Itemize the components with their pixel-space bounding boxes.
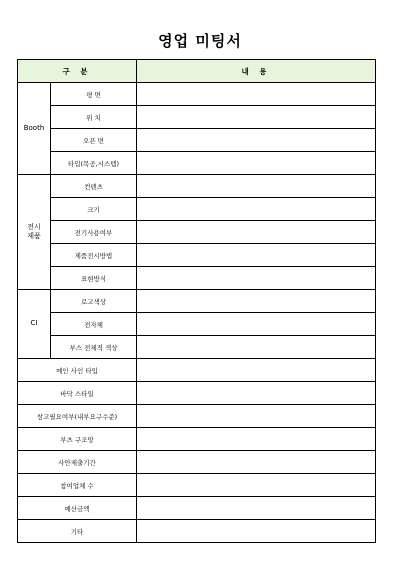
row-label: 평 면 (51, 83, 137, 106)
table-row (18, 405, 376, 428)
row-label: 표현방식 (51, 267, 137, 290)
content-cell[interactable] (137, 198, 376, 221)
group-label-exhibit (18, 175, 51, 290)
header-category: 구 분 (18, 60, 137, 83)
row-label: 예산금액 (18, 497, 137, 520)
table-row (18, 83, 376, 106)
row-label: 제품전시방법 (51, 244, 137, 267)
row-label: 창고필요여부(내부요구수준) (18, 405, 137, 428)
content-cell[interactable] (137, 428, 376, 451)
document-title: 영업 미팅서 (158, 32, 242, 50)
table-row (18, 106, 376, 129)
content-cell[interactable] (137, 221, 376, 244)
table-row (18, 244, 376, 267)
row-label: 사안제출기간 (18, 451, 137, 474)
row-label: 참여업체 수 (18, 474, 137, 497)
table-row (18, 198, 376, 221)
group-label-ci: CI (18, 290, 51, 359)
content-cell[interactable] (137, 244, 376, 267)
table-row (18, 520, 376, 543)
table-row (18, 428, 376, 451)
content-cell[interactable] (137, 359, 376, 382)
content-cell[interactable] (137, 83, 376, 106)
table-row (18, 221, 376, 244)
content-cell[interactable] (137, 451, 376, 474)
content-cell[interactable] (137, 497, 376, 520)
table-row (18, 359, 376, 382)
row-label: 위 치 (51, 106, 137, 129)
table-row (18, 152, 376, 175)
table-row (18, 313, 376, 336)
table-row (18, 474, 376, 497)
content-cell[interactable] (137, 106, 376, 129)
group-label-booth: Booth (18, 83, 51, 175)
row-label: 바닥 스타일 (18, 382, 137, 405)
meeting-form-table (17, 59, 376, 543)
row-label: 타입(목공,시스템) (51, 152, 137, 175)
content-cell[interactable] (137, 474, 376, 497)
content-cell[interactable] (137, 520, 376, 543)
content-cell[interactable] (137, 267, 376, 290)
row-label: 컨텐츠 (51, 175, 137, 198)
table-row (18, 382, 376, 405)
content-cell[interactable] (137, 382, 376, 405)
content-cell[interactable] (137, 152, 376, 175)
table-header-row (18, 60, 376, 83)
row-label: 메인 사인 타입 (18, 359, 137, 382)
content-cell[interactable] (137, 405, 376, 428)
group-label-text: 전시 제품 (27, 222, 41, 240)
row-label: 기타 (18, 520, 137, 543)
table-row (18, 451, 376, 474)
row-label: 오픈 면 (51, 129, 137, 152)
table-row (18, 175, 376, 198)
table-row (18, 129, 376, 152)
table-row (18, 267, 376, 290)
content-cell[interactable] (137, 129, 376, 152)
table-row (18, 497, 376, 520)
row-label: 크기 (51, 198, 137, 221)
table-row (18, 290, 376, 313)
content-cell[interactable] (137, 336, 376, 359)
content-cell[interactable] (137, 313, 376, 336)
row-label: 부스 전체적 색상 (51, 336, 137, 359)
header-content: 내 용 (137, 60, 376, 83)
row-label: 전기사용여부 (51, 221, 137, 244)
row-label: 로고색상 (51, 290, 137, 313)
content-cell[interactable] (137, 175, 376, 198)
content-cell[interactable] (137, 290, 376, 313)
table-row (18, 336, 376, 359)
row-label: 전자체 (51, 313, 137, 336)
row-label: 부츠 구조망 (18, 428, 137, 451)
